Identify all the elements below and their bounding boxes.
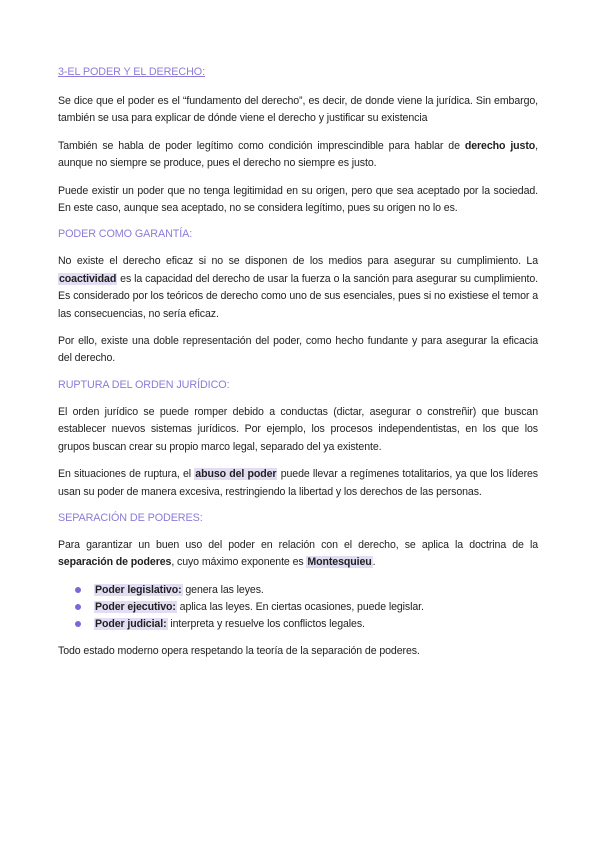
intro-paragraph-2 — [58, 138, 538, 173]
highlight-abuso-del-poder: abuso del poder — [195, 468, 277, 481]
text-run: . — [372, 556, 376, 569]
list-item-term: Poder ejecutivo: — [95, 600, 176, 613]
section-heading-separacion: SEPARACIÓN DE PODERES: — [58, 511, 203, 524]
separacion-paragraph-1 — [58, 537, 538, 572]
bullet-icon — [75, 621, 81, 627]
list-item-term: Poder judicial: — [95, 617, 167, 630]
bullet-icon — [75, 604, 81, 610]
list-item-desc: genera las leyes. — [182, 583, 264, 596]
bold-term-separacion: separación de poderes — [58, 556, 172, 569]
bold-term-derecho-justo: derecho justo — [464, 139, 536, 152]
intro-paragraph-3: Puede existir un poder que no tenga legitimidad en su origen, pero que sea aceptado por la sociedad. En este caso, aunque sea aceptado, no se considera legítimo, pues su origen no lo es. — [58, 184, 538, 215]
text-run: En situaciones de ruptura, el — [58, 468, 195, 481]
ruptura-paragraph-2 — [58, 466, 538, 501]
ruptura-paragraph-1: El orden jurídico se puede romper debido a conductas (dictar, asegurar o constreñir) que buscan establecer nuevos sistemas jurídicos. Por ejemplo, los procesos independentistas, en los que los grupos buscan crear su propio marco legal, separado del ya existente. — [58, 405, 538, 453]
powers-list — [58, 582, 538, 633]
list-item — [75, 582, 538, 599]
highlight-coactividad: coactividad — [59, 272, 117, 285]
text-run: , cuyo máximo exponente es — [171, 556, 307, 569]
text-run: , aunque no siempre se produce, pues el derecho no siempre es justo. — [58, 139, 538, 170]
list-item-term: Poder legislativo: — [95, 583, 182, 596]
list-item — [75, 616, 538, 633]
bullet-icon — [75, 587, 81, 593]
intro-paragraph-1: Se dice que el poder es el “fundamento del derecho”, es decir, de donde viene la jurídica. Sin embargo, también se usa para explicar de dónde viene el derecho y justificar su existencia — [58, 95, 538, 125]
text-run: También se habla de poder legítimo como condición imprescindible para hablar de — [58, 139, 465, 152]
highlight-montesquieu: Montesquieu — [307, 556, 372, 569]
text-run: Para garantizar un buen uso del poder en relación con el derecho, se aplica la doctrina de la — [58, 538, 538, 551]
list-item — [75, 599, 538, 616]
garantia-paragraph-2: Por ello, existe una doble representación del poder, como hecho fundante y para asegurar la eficacia del derecho. — [58, 335, 538, 365]
text-run: puede llevar a regímenes totalitarios, ya que los líderes usan su poder de manera excesiva, restringiendo la libertad y los derechos de las personas. — [58, 468, 538, 498]
text-run: es la capacidad del derecho de usar la fuerza o la sanción para asegurar su cumplimiento. Es considerado por los teóricos de derecho como uno de sus esenciales, pues si no existiese el temor a las consecuencias, no sería eficaz. — [58, 272, 538, 320]
text-run: No existe el derecho eficaz si no se disponen de los medios para asegurar su cumplimiento. La — [58, 255, 538, 268]
list-item-desc: interpreta y resuelve los conflictos legales. — [167, 617, 365, 630]
main-heading: 3-EL PODER Y EL DERECHO: — [58, 66, 206, 78]
section-heading-garantia: PODER COMO GARANTÍA: — [58, 228, 193, 241]
section-heading-ruptura: RUPTURA DEL ORDEN JURÍDICO: — [58, 378, 230, 391]
separacion-closing: Todo estado moderno opera respetando la teoría de la separación de poderes. — [58, 644, 420, 657]
list-item-desc: aplica las leyes. En ciertas ocasiones, puede legislar. — [176, 600, 424, 613]
garantia-paragraph-1 — [58, 253, 538, 323]
